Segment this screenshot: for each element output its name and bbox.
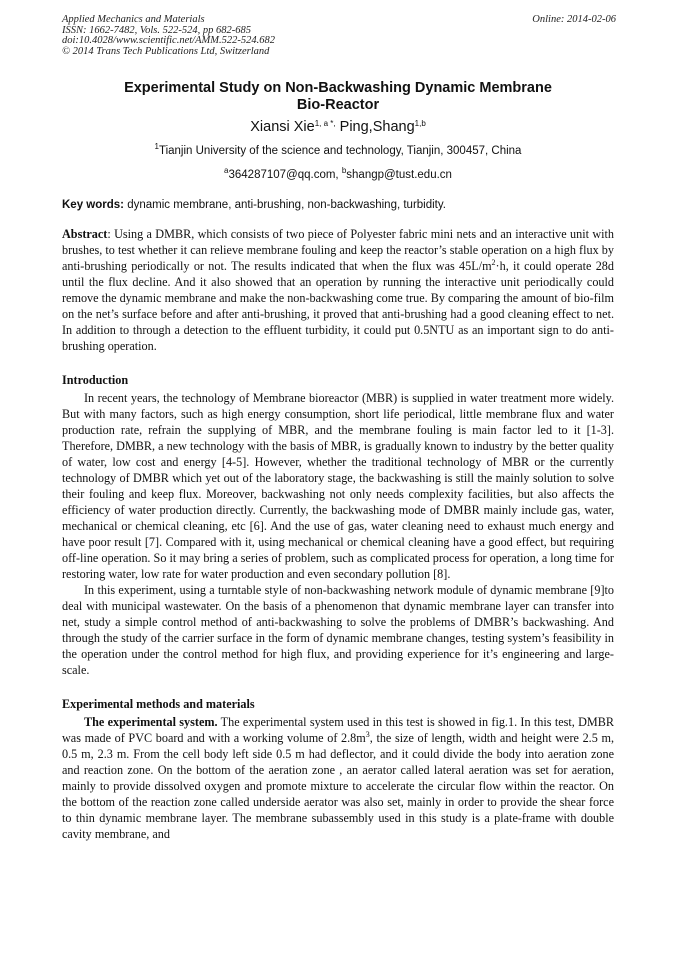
section-heading-methods: Experimental methods and materials [62,697,255,711]
superscript: 3 [365,730,370,739]
author-list [62,118,614,136]
journal-issn: ISSN: 1662-7482, Vols. 522-524, pp 682-685 [62,24,251,36]
abstract-text: ·h, it could operate 28d until the flux decline. And it also showed that an operation by running the interactive unit periodically could remove the dynamic membrane and make the non-backwashing come true. By comparing the amount of bio-film on the net’s surface before and after anti-brushing, it proved that anti-brushing had a good cleaning effect to net. In addition to through a detection to the effluent turbidity, it could put 0.5NTU as an important sign to do anti-brushing operation. [62,259,614,353]
paper-title [62,80,614,114]
author-name: Ping,Shang [335,119,415,135]
affiliation-text: Tianjin University of the science and technology, Tianjin, 300457, China [158,145,522,157]
keywords-colon: : [120,199,125,211]
keywords [62,198,614,212]
online-date: Online: 2014-02-06 [532,14,616,25]
email-link[interactable]: 364287107@qq.com, [228,169,342,181]
journal-header [62,15,275,57]
email-link[interactable]: shangp@tust.edu.cn [346,169,452,181]
abstract [62,226,614,354]
affiliation [62,144,614,158]
methods-paragraph [62,714,614,842]
keywords-text: dynamic membrane, anti-brushing, non-backwashing, turbidity. [124,199,446,211]
methods-text: The experimental system used in this test is showed in fig.1. In this test, DMBR was made of PVC board and with a working volume of 2.8m [62,715,614,745]
paper-title-line2: Bio-Reactor [296,97,380,113]
section-heading-introduction: Introduction [62,373,129,387]
abstract-label: Abstract [62,227,108,241]
superscript: 2 [491,258,496,267]
author-emails [62,168,614,182]
email-mark: b [341,166,347,175]
journal-copyright: © 2014 Trans Tech Publications Ltd, Switzerland [62,45,270,57]
author-affiliation-mark: 1, a *, [314,119,336,128]
journal-name: Applied Mechanics and Materials [62,14,205,25]
introduction-paragraph: In recent years, the technology of Membrane bioreactor (MBR) is supplied in water treatment more widely. But with many factors, such as high energy consumption, short life periodical, little membrane flux and water production rate, refrain the supplying of MBR, and the membrane fouling is main factor led to it [1-3]. Therefore, DMBR, a new technology with the basis of MBR, is gradually known to industry by the better quality of water, low cost and energy [4-5]. However, whether the traditional technology of MBR or the currently technology of DMBR which yet out of the laboratory stage, the backwashing is still the mainly solution to solve their fouling and keep flux. Moreover, backwashing not only needs complexity facilities, but also affects the efficiency of water production directly. Currently, the backwashing mode of DMBR mainly include gas, water, mechanical or chemical cleaning, etc [6]. And the use of gas, water cleaning need to exhaust much energy and have poor result [7]. Compared with it, using mechanical or chemical cleaning have a good effect, but requiring off-line operation. So it may bring a series of problem, such as complicated process for operation, a long time for restoring water, low rate for water production and even secondary pollution [8]. [62,391,614,581]
author-name: Xiansi Xie [250,119,315,135]
keywords-label: Key words [62,199,121,211]
abstract-text: : Using a DMBR, which consists of two piece of Polyester fabric mini nets and an interactive unit with brushes, to test whether it can relieve membrane fouling and keep the reactor’s stable operation on a high flux by anti-brushing periodically or not. The results indicated that when the flux was 45L/m [62,227,614,273]
author-affiliation-mark: 1,b [414,119,426,128]
paper-body [62,80,614,842]
run-in-heading: The experimental system. [84,715,218,729]
paper-title-line1: Experimental Study on Non-Backwashing Dynamic Membrane [124,80,552,96]
introduction-paragraph: In this experiment, using a turntable style of non-backwashing network module of dynamic membrane [9]to deal with municipal wastewater. On the basis of a phenomenon that dynamic membrane layer can transfer into net, study a simple control method of anti-backwashing to solve the problems of DMBR’s backwashing. And through the study of the carrier surface in the form of dynamic membrane changes, testing system’s feasibility in the operation under the control method for high flux, and providing experience for it’s engineering and large-scale. [62,583,614,677]
email-mark: a [224,166,229,175]
affiliation-mark: 1 [154,142,159,151]
methods-text: , the size of length, width and height were 2.5 m, 0.5 m, 2.3 m. From the cell body left side 0.5 m had deflector, and it could divide the body into aeration zone and reaction zone. On the bottom of the aeration zone , an aerator called lateral aeration was set for aeration, mainly to provide dissolved oxygen and promote mixture to accelerate the circular flow within the reactor. On the bottom of the reaction zone called underside aerator was also set, mainly in order to provide the shear force to thin dynamic membrane layer. The membrane subassembly used in this study is a plate-frame with double cavity membrane, and [62,731,614,841]
journal-doi[interactable]: doi:10.4028/www.scientific.net/AMM.522-524.682 [62,35,275,46]
